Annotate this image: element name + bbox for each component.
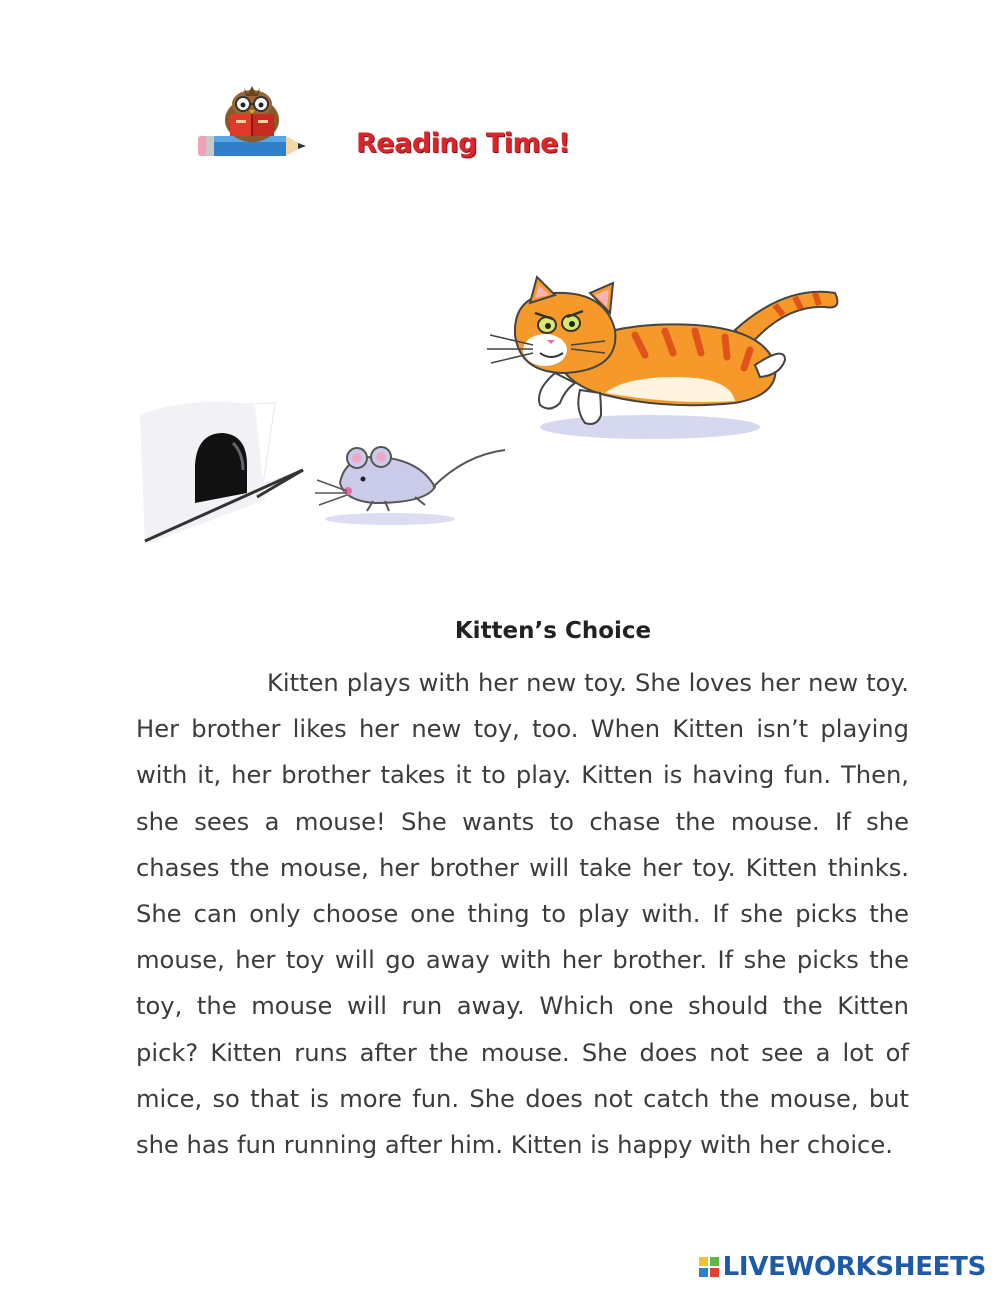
story-text: Kitten plays with her new toy. She loves her new toy. Her brother likes her new toy, too. When Kitten isn’t playing with it, her brother takes it to play. Kitten is having fun. Then, she sees a mouse! She wants to chase the mouse. If she chases the mouse, her brother will take her toy. Kitten thinks. She can only choose one thing to play with. If she picks the mouse, her toy will go away with her brother. If she picks the toy, the mouse will run away. Which one should the Kitten pick? Kitten runs after the mouse. She does not see a lot of mice, so that is more fun. She does not catch the mouse, but she has fun running after him. Kitten is happy with her choice.: [136, 669, 909, 1160]
story-title: Kitten’s Choice: [454, 618, 652, 644]
cat-chasing-mouse-illustration: [135, 265, 855, 565]
owl-reading-on-pencil-icon: [192, 82, 314, 162]
page-title: Reading Time!: [356, 128, 570, 159]
liveworksheets-logo: [699, 1252, 986, 1282]
story-body: [136, 660, 909, 1168]
liveworksheets-grid-icon: [699, 1257, 719, 1277]
brand-text: LIVEWORKSHEETS: [722, 1252, 986, 1282]
